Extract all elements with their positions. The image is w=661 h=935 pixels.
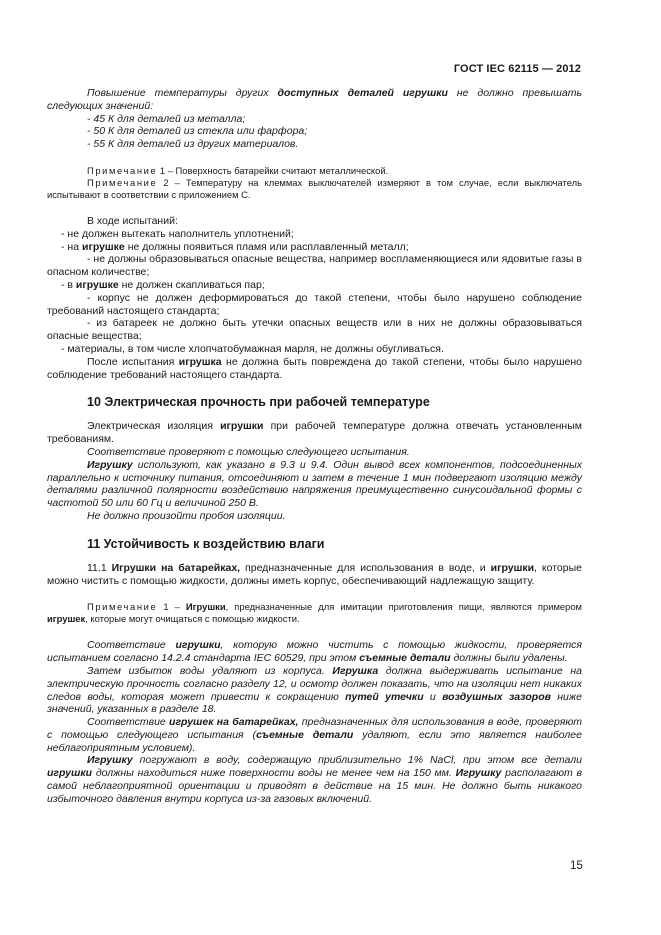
note-text: 2 – Температуру на клеммах выключателей измеряют в том случае, если выключатель испытывают в соответствии с приложением С. [47,176,582,200]
term-bold: Игрушку [87,458,133,471]
test-intro: В ходе испытаний: [87,214,178,227]
note-text: 1 – Поверхность батарейки считают металлической. [157,164,389,176]
text-run: используют, как указано в 9.3 и 9.4. Один вывод всех компонентов, подсоединенных параллельно к источнику питания, отсоединяют и затем в течение 1 мин подвергают изоляцию между деталями различной полярности воздействию напряжения преимущественно синусоидальной формы с частотой 50 или 60 Гц и величиной 250 В. [47,458,582,510]
text-run: предназначенных для использования в воде, проверяют с помощью следующего испытания ( [47,716,582,741]
list-item: - не должен вытекать наполнитель уплотнений; [61,227,294,240]
text-run: - на [61,240,82,253]
list-item [47,241,582,254]
text-run: должны находиться ниже поверхности воды не менее чем на 150 мм. [92,767,456,780]
text-run: Соответствие [87,639,176,652]
note-11-1 [47,601,582,625]
text-run: не должен скапливаться пар; [118,278,265,291]
section-10-test [47,459,582,510]
term-bold: Игрушки на батарейках, [111,561,241,574]
text-run: , которые можно чистить с помощью жидкости, должны иметь корпус, обеспечивающий надлежащую защиту. [47,561,583,587]
section-10-paragraph [47,420,582,446]
text-run: Электрическая изоляция [87,420,221,433]
text-run: предназначенные для использования в воде, и [240,561,491,574]
list-item: - не должны образовываться опасные вещества, например воспламеняющиеся или ядовитые газы в опасном количестве; [47,253,582,279]
text-run: 11.1 [87,561,112,574]
text-run: погружают в воду, содержащую приблизительно 1% NaCl, при этом все детали [132,754,582,767]
text-run: удаляют, если это является наиболее неблагоприятным условием). [47,728,582,754]
list-item [47,279,582,292]
text-run: , которые могут очищаться с помощью жидкости. [85,613,300,625]
clause-11-1 [47,562,582,588]
temperature-paragraph [47,87,582,113]
text-run: должна выдерживать испытание на электрическую прочность согласно разделу 12, и осмотр должен показать, что на изоляции нет никаких следов воды, которая может привести к сокращению [47,664,583,703]
text-run: при рабочей температуре должна отвечать установленным требованиям. [47,420,582,446]
term-bold: игрушке [75,278,119,291]
page-content [47,87,582,806]
term-bold: игрушке [81,240,125,253]
term-bold: игрушки [220,420,264,433]
text-run: 1 – [157,601,186,613]
list-item: - корпус не должен деформироваться до такой степени, чтобы было нарушено соблюдение требований настоящего стандарта; [47,291,582,317]
note-2 [47,177,582,201]
text-run: - в [61,278,76,291]
text-run: Повышение температуры других [87,87,278,99]
text-run: , предназначенные для имитации приготовления пищи, являются примером [225,601,582,613]
header-title: ГОСТ IEC 62115 — 2012 [453,63,581,75]
list-item: - 50 К для деталей из стекла или фарфора; [87,125,308,138]
text-run: и [423,690,443,703]
after-test-paragraph [47,356,582,382]
section-10-heading: 10 Электрическая прочность при рабочей температуре [87,395,430,410]
text-run: не должны появиться пламя или расплавленный металл; [124,240,409,253]
term-bold: воздушных зазоров [442,690,551,703]
note-1 [47,165,582,177]
section-10-compliance: Соответствие проверяют с помощью следующего испытания. [87,445,410,458]
note-label: Примечание [87,601,158,613]
term-bold: Игрушку [455,767,502,780]
term-bold: съемные детали [256,728,354,741]
page-number: 15 [570,860,583,872]
term-bold: игрушка [178,355,222,368]
text-run: Затем избыток воды удаляют из корпуса. [87,664,333,677]
term-bold: Игрушка [332,664,379,677]
text-run: , которую можно чистить с помощью жидкости, проверяется испытанием согласно 14.2.4 стандарта IEC 60529, при этом [47,639,583,665]
list-item: - 55 К для деталей из других материалов. [87,138,299,151]
text-run: должны были удалены. [450,652,568,665]
text-run: ниже значений, указанных в разделе 18. [47,690,582,716]
text-run: После испытания [87,355,179,368]
term-bold: игрушки [175,639,221,652]
text-run: не должна быть повреждена до такой степени, чтобы было нарушено соблюдение требований настоящего стандарта. [47,355,582,381]
term-bold: игрушек на батарейках, [169,716,299,729]
section-11-heading: 11 Устойчивость к воздействию влаги [87,536,325,551]
text-run: не должно превышать следующих значений: [47,87,582,112]
section-11-water-removal [47,665,582,716]
term-bold: игрушек [47,613,86,625]
term-bold: путей утечки [345,690,424,703]
list-item: - материалы, в том числе хлопчатобумажная марля, не должны обугливаться. [61,342,444,355]
text-run: Соответствие [87,716,170,729]
section-11-immersion-test [47,754,582,805]
term-bold: Игрушки [185,601,226,613]
note-label: Примечание [87,176,158,188]
text-run: располагают в самой неблагоприятной ориентации и приводят в действие на 15 мин. Не должно быть никакого избыточного давления внутри корпуса из-за газовых включений. [47,767,582,805]
term-bold: доступных деталей игрушки [277,87,448,99]
section-11-compliance-1 [47,639,582,665]
list-item: - 45 К для деталей из металла; [87,112,246,125]
term-bold: игрушки [47,767,93,780]
note-label: Примечание [87,164,158,176]
term-bold: съемные детали [359,652,451,665]
term-bold: Игрушку [87,754,133,767]
term-bold: игрушки [490,561,535,574]
section-11-compliance-2 [47,716,582,754]
list-item: - из батареек не должно быть утечки опасных веществ или в них не должны образовываться опасные вещества; [47,317,582,343]
section-10-result: Не должно произойти пробоя изоляции. [87,509,286,522]
